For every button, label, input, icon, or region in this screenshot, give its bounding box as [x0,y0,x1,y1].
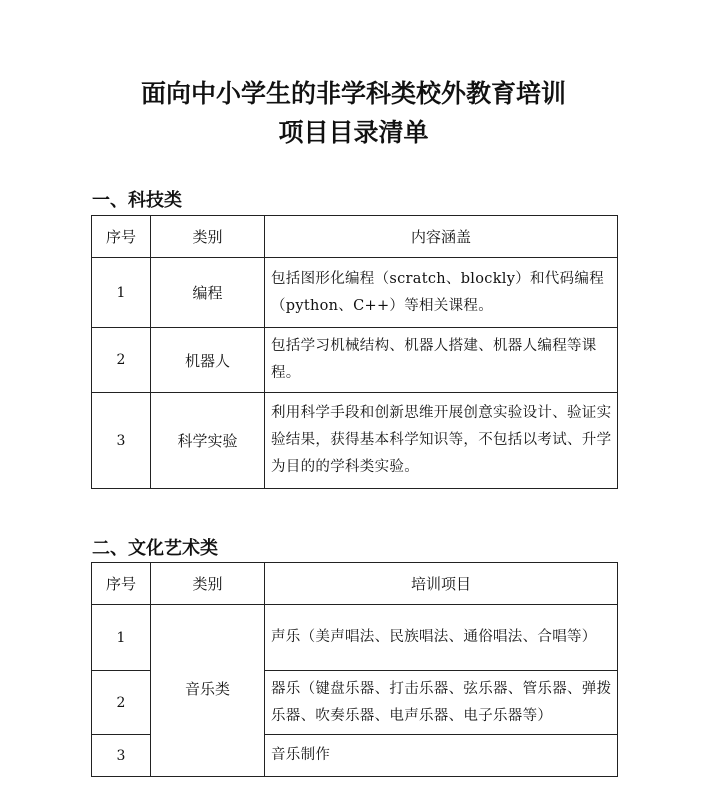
section-heading-tech: 一、科技类 [92,190,182,211]
row-content: 声乐（美声唱法、民族唱法、通俗唱法、合唱等） [265,605,618,671]
table-row [92,393,618,489]
document-title-line2: 项目目录清单 [278,118,429,147]
table-row [92,328,618,393]
document-title-line1: 面向中小学生的非学科类校外教育培训 [140,79,566,108]
section-heading-arts: 二、文化艺术类 [92,538,218,559]
table-header-row [92,563,618,605]
row-category: 编程 [151,258,265,328]
row-category: 科学实验 [151,393,265,489]
header-content: 内容涵盖 [265,216,618,258]
row-index: 1 [92,605,151,671]
table-row [92,605,618,671]
row-index: 3 [92,393,151,489]
header-category: 类别 [151,216,265,258]
header-index: 序号 [92,216,151,258]
row-content: 利用科学手段和创新思维开展创意实验设计、验证实验结果，获得基本科学知识等，不包括以考试、升学为目的的学科类实验。 [265,393,618,489]
row-index: 1 [92,258,151,328]
tech-table [91,215,618,489]
row-index: 2 [92,671,151,735]
row-content: 器乐（键盘乐器、打击乐器、弦乐器、管乐器、弹拨乐器、吹奏乐器、电声乐器、电子乐器等） [265,671,618,735]
header-content: 培训项目 [265,563,618,605]
row-content: 音乐制作 [265,735,618,777]
row-content: 包括学习机械结构、机器人搭建、机器人编程等课程。 [265,328,618,393]
row-index: 3 [92,735,151,777]
header-index: 序号 [92,563,151,605]
row-category: 机器人 [151,328,265,393]
row-content: 包括图形化编程（scratch、blockly）和代码编程（python、C++）等相关课程。 [265,258,618,328]
row-index: 2 [92,328,151,393]
header-category: 类别 [151,563,265,605]
table-header-row [92,216,618,258]
row-category: 音乐类 [151,605,265,777]
arts-table [91,562,618,777]
table-row [92,258,618,328]
